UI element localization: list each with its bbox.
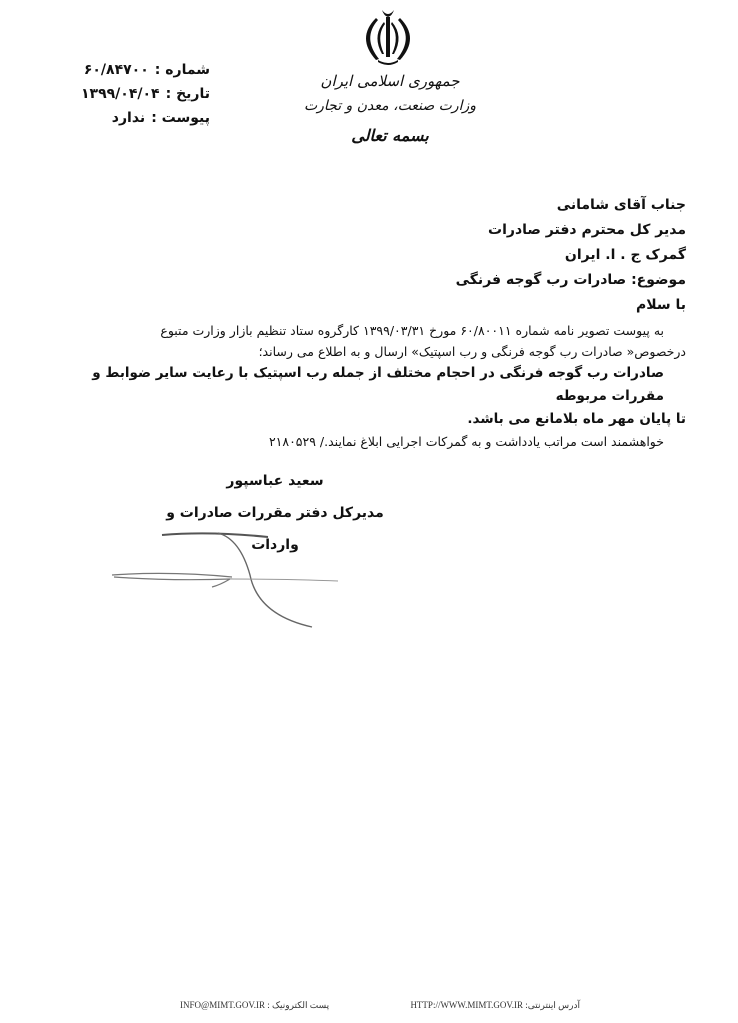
letter-attachment-row — [60, 106, 210, 130]
footer-email-value[interactable]: INFO@MIMT.GOV.IR — [180, 1000, 265, 1010]
paragraph-3: خواهشمند است مراتب یادداشت و به گمرکات اجرایی ابلاغ نمایند./ ۲۱۸۰۵۲۹ — [268, 434, 664, 449]
letter-body — [86, 320, 686, 452]
letterhead — [300, 68, 480, 154]
paragraph-1-line-2: درخصوص« صادرات رب گوجه فرنگی و رب اسپتیک» ارسال و به اطلاع می رساند؛ — [258, 344, 686, 359]
recipient-block — [286, 193, 686, 318]
paragraph-2-line-2: تا پایان مهر ماه بلامانع می باشد. — [467, 411, 686, 427]
letter-number-value: ۶۰/۸۴۷۰۰ — [83, 62, 149, 78]
recipient-title: مدیر کل محترم دفتر صادرات — [488, 222, 686, 238]
paragraph-2-line-1: صادرات رب گوجه فرنگی در احجام مختلف از جمله رب اسپتیک با رعایت سایر ضوابط و مقررات مربوطه — [92, 365, 664, 404]
letter-number-label: شماره : — [154, 62, 210, 78]
letter-date-label: تاریخ : — [165, 86, 210, 102]
paragraph-1-line-1: به پیوست تصویر نامه شماره ۶۰/۸۰۰۱۱ مورخ ۱۳۹۹/۰۳/۳۱ کارگروه ستاد تنظیم بازار وزارت متبوع — [160, 323, 664, 338]
signatory-name: سعید عباسپور — [226, 473, 324, 489]
footer-email-label: پست الکترونیک : — [267, 1000, 330, 1010]
letter-number-row — [60, 58, 210, 82]
recipient-salutation: جناب آقای شامانی — [556, 197, 686, 213]
iran-emblem-icon — [354, 8, 422, 66]
country-name: جمهوری اسلامی ایران — [320, 72, 460, 90]
greeting: با سلام — [635, 297, 686, 313]
letter-subject: موضوع: صادرات رب گوجه فرنگی — [455, 272, 686, 288]
ministry-name: وزارت صنعت، معدن و تجارت — [303, 98, 477, 114]
recipient-organization: گمرک ج . ا. ایران — [564, 247, 686, 263]
letter-attachment-label: پیوست : — [151, 110, 210, 126]
handwritten-signature-icon — [100, 525, 360, 635]
letter-date-row — [60, 82, 210, 106]
letter-meta — [60, 58, 210, 130]
invocation: بسمه تعالی — [351, 126, 429, 145]
letter-date-value: ۱۳۹۹/۰۴/۰۴ — [81, 86, 160, 102]
footer-email — [180, 1000, 329, 1011]
footer — [180, 1000, 580, 1011]
letter-attachment-value: ندارد — [111, 110, 146, 126]
footer-website-label: آدرس اینترنتی: — [525, 1000, 580, 1010]
signatory-title: مدیرکل دفتر مقررات صادرات و واردات — [166, 505, 384, 553]
footer-website-value[interactable]: HTTP://WWW.MIMT.GOV.IR — [410, 1000, 524, 1010]
footer-website — [410, 1000, 580, 1011]
